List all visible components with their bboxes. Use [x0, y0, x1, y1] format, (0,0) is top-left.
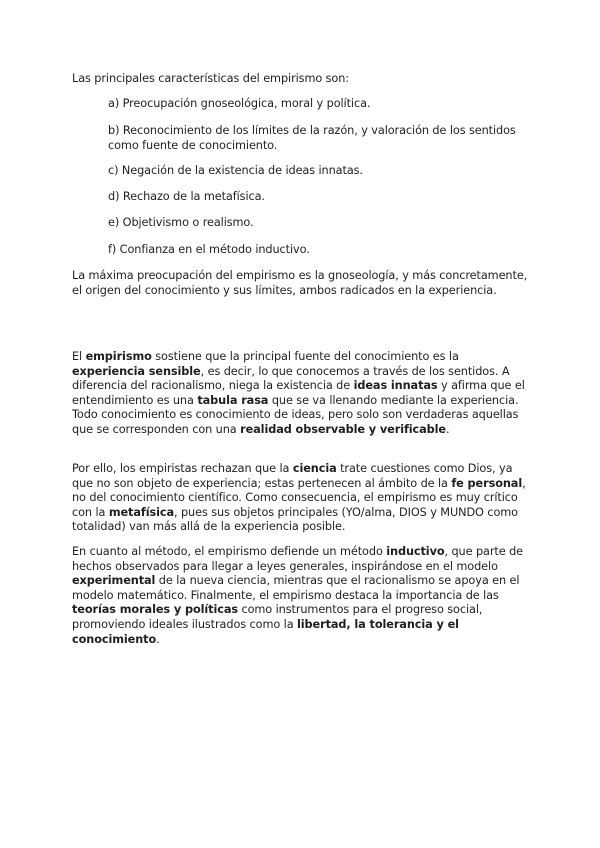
list-item: f) Confianza en el método inductivo. — [108, 243, 310, 256]
list-item: a) Preocupación gnoseológica, moral y política. — [108, 97, 371, 110]
list-item: d) Rechazo de la metafísica. — [108, 190, 265, 203]
bold-term: inductivo — [386, 545, 445, 558]
method-paragraph: En cuanto al método, el empirismo defiende un método inductivo, que parte de hechos observados para llegar a leyes generales, inspirándose en el modelo experimental de la nueva ciencia, mientras que el racionalismo se apoya en el modelo matemático. Finalmente, el empirismo destaca la importancia de las teorías morales y políticas como instrumentos para el progreso social, promoviendo ideales ilustrados como la libertad, la tolerancia y el conocimiento. — [72, 545, 523, 646]
bold-term: tabula rasa — [197, 393, 269, 407]
bold-term: realidad observable y verificable — [240, 422, 446, 436]
bold-term: ideas innatas — [353, 379, 438, 393]
intro-line: Las principales características del empirismo son: — [72, 72, 350, 85]
science-paragraph: Por ello, los empiristas rechazan que la ciencia trate cuestiones como Dios, ya que no son objeto de experiencia; estas pertenecen al ámbito de la fe personal, no del conocimiento científico. Como consecuencia, el empirismo es muy crítico con la metafísica, pues sus objetos principales (YO/alma, DIOS y MUNDO como totalidad) van más allá de la experiencia posible. — [72, 462, 526, 534]
bold-term: metafísica — [108, 505, 174, 519]
bold-term: libertad, la tolerancia y el conocimiento — [72, 617, 459, 646]
list-item: b) Reconocimiento de los límites de la razón, y valoración de los sentidos como fuente de conocimiento. — [108, 124, 516, 152]
bold-term: experimental — [72, 574, 156, 588]
summary-paragraph: La máxima preocupación del empirismo es la gnoseología, y más concretamente, el origen del conocimiento y sus límites, ambos radicados en la experiencia. — [72, 269, 528, 297]
bold-term: empirismo — [85, 350, 152, 363]
bold-term: experiencia sensible — [72, 364, 201, 378]
list-item: e) Objetivismo o realismo. — [108, 216, 254, 229]
bold-term: fe personal — [451, 476, 523, 490]
bold-term: teorías morales y políticas — [72, 603, 238, 617]
list-item: c) Negación de la existencia de ideas innatas. — [108, 164, 363, 177]
empiricism-paragraph: El empirismo sostiene que la principal fuente del conocimiento es la experiencia sensible, es decir, lo que conocemos a través de los sentidos. A diferencia del racionalismo, niega la existencia de ideas innatas y afirma que el entendimiento es una tabula rasa que se va llenando mediante la experiencia. Todo conocimiento es conocimiento de ideas, pero solo son verdaderas aquellas que se corresponden con una realidad observable y verificable. — [72, 350, 525, 436]
bold-term: ciencia — [292, 462, 337, 475]
